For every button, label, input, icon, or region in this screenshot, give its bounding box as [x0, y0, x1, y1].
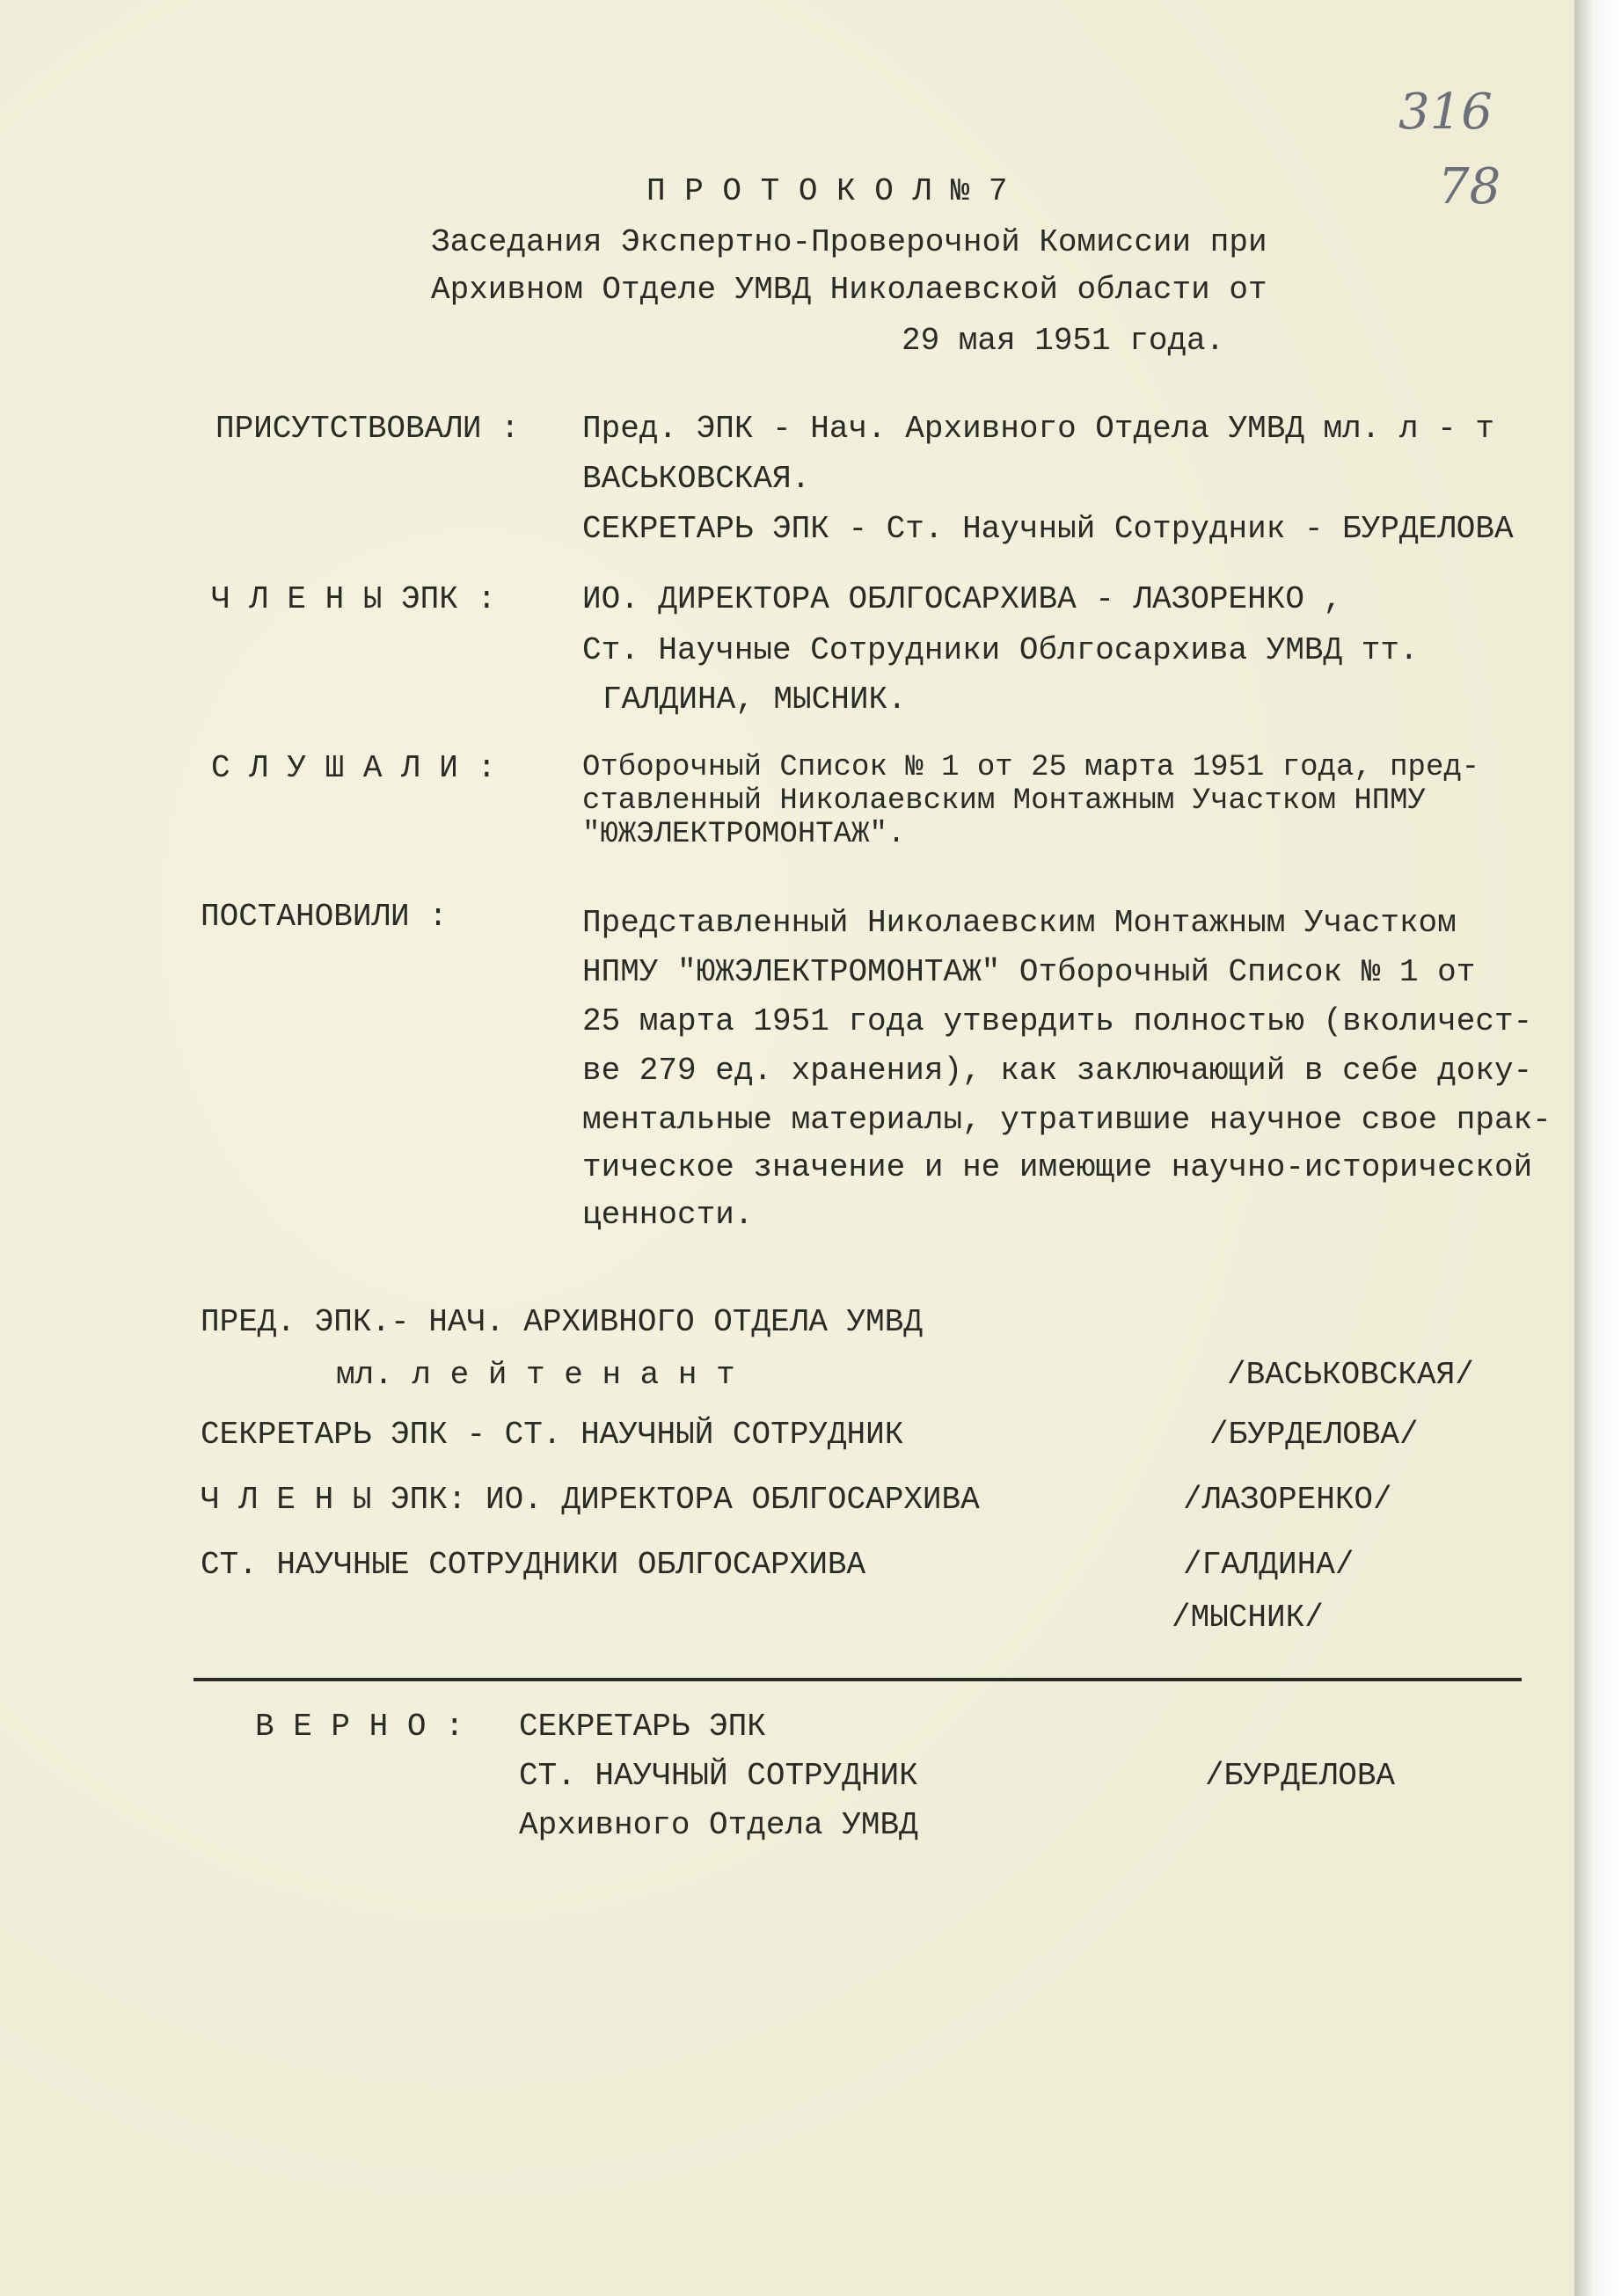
- present-line: СЕКРЕТАРЬ ЭПК - Ст. Научный Сотрудник - БУРДЕЛОВА: [582, 511, 1514, 547]
- document-date: 29 мая 1951 года.: [902, 323, 1225, 359]
- signature-name: /БУРДЕЛОВА/: [1209, 1417, 1419, 1453]
- heard-line: Отборочный Список № 1 от 25 марта 1951 года, пред-: [582, 751, 1480, 784]
- document-title: П Р О Т О К О Л № 7: [646, 173, 1008, 209]
- members-label: Ч Л Е Н Ы ЭПК :: [211, 581, 497, 617]
- resolved-line: ве 279 ед. хранения), как заключающий в себе доку-: [582, 1053, 1533, 1089]
- signature-title: Ч Л Е Н Ы ЭПК: ИО. ДИРЕКТОРА ОБЛГОСАРХИВА: [201, 1482, 980, 1518]
- present-line: ВАСЬКОВСКАЯ.: [582, 461, 811, 497]
- resolved-line: Представленный Николаевским Монтажным Участком: [582, 905, 1457, 941]
- archive-sheet-number-old: 78: [1438, 158, 1501, 215]
- heard-line: ставленный Николаевским Монтажным Участком НПМУ: [582, 784, 1426, 818]
- signature-name: /ГАЛДИНА/: [1183, 1547, 1354, 1583]
- signature-title: СТ. НАУЧНЫЕ СОТРУДНИКИ ОБЛГОСАРХИВА: [201, 1547, 866, 1583]
- divider-line: [193, 1678, 1522, 1681]
- present-line: Пред. ЭПК - Нач. Архивного Отдела УМВД мл. л - т: [582, 411, 1494, 447]
- signature-name: /МЫСНИК/: [1172, 1600, 1324, 1636]
- members-line: ИО. ДИРЕКТОРА ОБЛГОСАРХИВА - ЛАЗОРЕНКО ,: [582, 581, 1343, 617]
- signature-title: ПРЕД. ЭПК.- НАЧ. АРХИВНОГО ОТДЕЛА УМВД: [201, 1304, 923, 1340]
- resolved-line: ценности.: [582, 1197, 754, 1233]
- page-edge: [1574, 0, 1621, 2296]
- resolved-line: 25 марта 1951 года утвердить полностью (вколичест-: [582, 1003, 1533, 1039]
- certification-label: В Е Р Н О :: [255, 1709, 464, 1745]
- certification-line: Архивного Отдела УМВД: [519, 1807, 918, 1843]
- archive-sheet-number: 316: [1398, 84, 1493, 141]
- certification-name: /БУРДЕЛОВА: [1205, 1758, 1396, 1794]
- signature-title: СЕКРЕТАРЬ ЭПК - СТ. НАУЧНЫЙ СОТРУДНИК: [201, 1417, 904, 1453]
- resolved-line: НПМУ "ЮЖЭЛЕКТРОМОНТАЖ" Отборочный Список № 1 от: [582, 954, 1476, 990]
- members-line: Ст. Научные Сотрудники Облгосархива УМВД тт.: [582, 632, 1419, 668]
- signature-name: /ВАСЬКОВСКАЯ/: [1227, 1357, 1474, 1393]
- certification-line: СТ. НАУЧНЫЙ СОТРУДНИК: [519, 1758, 918, 1794]
- resolved-line: ментальные материалы, утратившие научное свое прак-: [582, 1102, 1552, 1138]
- subtitle-line-2: Архивном Отделе УМВД Николаевской области от: [431, 272, 1267, 308]
- heard-line: "ЮЖЭЛЕКТРОМОНТАЖ".: [582, 818, 906, 851]
- resolved-label: ПОСТАНОВИЛИ :: [201, 899, 448, 935]
- certification-line: СЕКРЕТАРЬ ЭПК: [519, 1709, 766, 1745]
- present-label: ПРИСУТСТВОВАЛИ :: [215, 411, 520, 447]
- subtitle-line-1: Заседания Экспертно-Проверочной Комиссии при: [431, 224, 1267, 260]
- signature-title: мл. л е й т е н а н т: [336, 1357, 735, 1393]
- members-line: ГАЛДИНА, МЫСНИК.: [602, 682, 907, 718]
- signature-name: /ЛАЗОРЕНКО/: [1183, 1482, 1392, 1518]
- resolved-line: тическое значение и не имеющие научно-исторической: [582, 1149, 1533, 1185]
- heard-label: С Л У Ш А Л И :: [211, 750, 497, 786]
